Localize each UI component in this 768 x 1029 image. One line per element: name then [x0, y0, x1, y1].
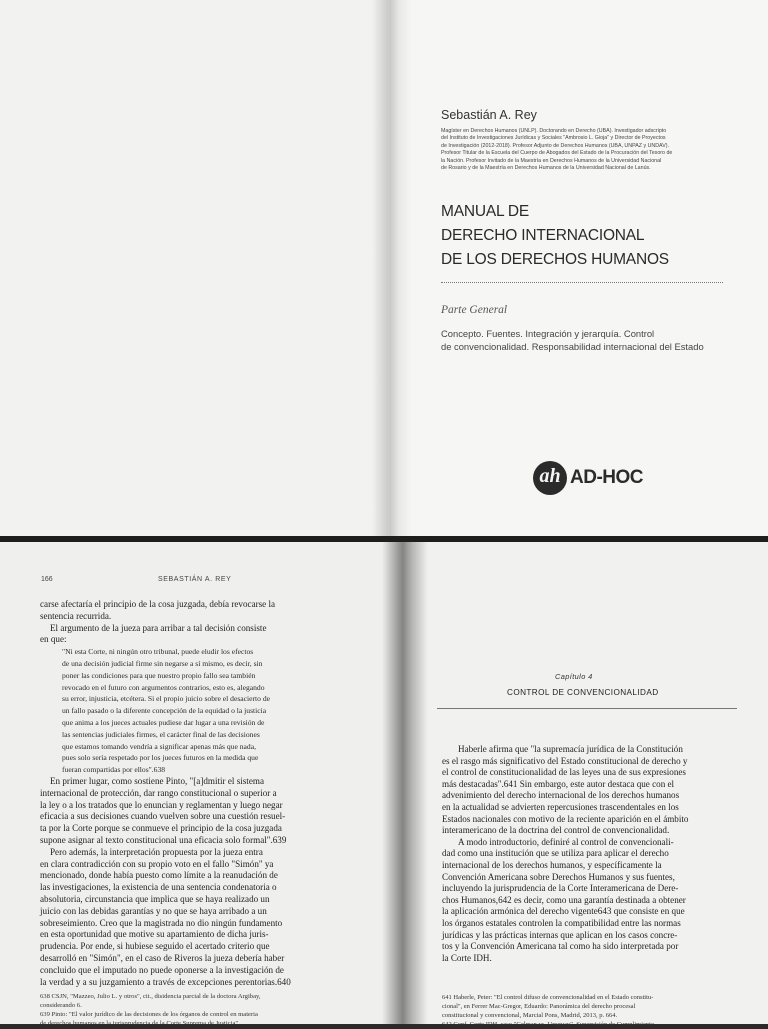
text-line: concluido que el imputado no puede oponerse a la investigación de [40, 964, 284, 975]
text-line: en clara contradicción con su propio voto en el fallo "Simón" ya [40, 858, 274, 869]
text-line: A modo introductorio, definiré al control de convencionali- [458, 836, 674, 847]
footnotes [442, 993, 764, 1029]
text-line: más destacadas".641 Sin embargo, este autor destaca que con el [442, 778, 675, 789]
text-line: la verdad y a su juzgamiento a través de excepciones perentorias.640 [40, 976, 291, 987]
text-line: en la actualidad se advierten repercusiones trascendentales en los [442, 801, 679, 812]
book-topics [441, 327, 741, 353]
text-line: de una decisión judicial firme sin negarse a sí mismo, es decir, sin [62, 658, 263, 668]
text-line: las sentencias judiciales firmes, el carácter final de las decisiones [62, 729, 260, 739]
bio-line: de Rosario y de la Maestría en Derechos Humanos de la Universidad Nacional de Lanús. [441, 165, 651, 172]
text-line: incluyendo la jurisprudencia de la Corte Interamericana de Dere- [442, 883, 679, 894]
publisher-mark-icon: ah [533, 461, 567, 495]
text-line: Estados nacionales con motivo de la reciente aparición en el ámbito [442, 813, 689, 824]
text-line: carse afectaría el principio de la cosa juzgada, debía revocarse la [40, 599, 276, 609]
bio-line: del Instituto de Investigaciones Jurídicas y Sociales "Ambrosio L. Gioja" y Director de Proyectos [441, 135, 666, 142]
publisher-name: AD-HOC [570, 467, 643, 488]
topics-line: de convencionalidad. Responsabilidad internacional del Estado [441, 341, 704, 352]
text-line: es el rasgo más significativo del Estado constitucional de derecho y [442, 755, 688, 766]
footnote-line: 639 Pinto: "El valor jurídico de las decisiones de los órganos de control en materia [40, 1011, 258, 1018]
running-head: SEBASTIÁN A. REY [158, 576, 232, 583]
book-title [441, 200, 741, 272]
text-line: jurídicas y las prácticas internas que aplican en los casos concre- [442, 929, 678, 940]
book-title-line: DERECHO INTERNACIONAL [441, 227, 645, 244]
text-line: mencionado, donde había puesto como límite a la reanudación de [40, 870, 278, 881]
text-line: "Ni esta Corte, ni ningún otro tribunal, puede eludir los efectos [62, 647, 254, 657]
bio-line: la Nación. Profesor Invitado de la Maestría en Derechos Humanos de la Universidad Nacional [441, 157, 662, 164]
text-line: la aplicación armónica del derecho vigente643 que consiste en que [442, 906, 685, 917]
text-line: desarrolló en "Simón", en el caso de Riveros la jueza debería haber [40, 952, 285, 963]
text-line: eficacia a sus decisiones cuando vuelven sobre una cuestión resuel- [40, 811, 286, 822]
book-spine-shadow [382, 540, 428, 1024]
text-line: un fallo pasado o la diferente concepción de la equidad o la justicia [62, 706, 267, 716]
text-line: las investigaciones, la existencia de una sentencia condenatoria o [40, 882, 277, 893]
text-line: sentencia recurrida. [40, 610, 112, 621]
text-line: pues solo sería respetado por los jueces futuros en la medida que [62, 753, 259, 763]
text-line: que estamos tomando vendría a significar apenas más que nada, [62, 741, 256, 751]
text-line: ta por la Corte porque se conmueve el principio de la cosa juzgada [40, 823, 282, 834]
bio-line: de Investigación (2012-2018). Profesor Adjunto de Derechos Humanos (UBA, UNPAZ y UNDAV). [441, 142, 669, 149]
title-page [388, 0, 768, 540]
text-line: El argumento de la jueza para arribar a tal decisión consiste [50, 622, 267, 633]
footnote-line: considerando 6. [40, 1002, 82, 1009]
author-name: Sebastián A. Rey [441, 108, 537, 122]
dotted-divider [441, 282, 723, 283]
chapter-page [405, 540, 768, 1028]
text-line: En primer lugar, como sostiene Pinto, "[a]dmitir el sistema [50, 775, 264, 786]
footnote-line: 638 CSJN, "Mazzeo, Julio L. y otros", cit., disidencia parcial de la doctora Argibay, [40, 993, 261, 1000]
chapter-rule [437, 708, 737, 709]
text-line: Convención Americana sobre Derechos Humanos y sus fuentes, [442, 871, 675, 882]
text-line: juicio con las debidas garantías y no que se haya arribado a un [40, 905, 267, 916]
text-line: tos y la Convención Americana tal como ha sido interpretada por [442, 941, 679, 952]
footnote-line: 641 Haberle, Peter: "El control difuso de convencionalidad en el Estado constitu- [442, 994, 654, 1001]
blank-page [0, 0, 388, 540]
text-line: poner las condiciones para que nuestro propio fallo sea también [62, 670, 256, 680]
footnote-line: de derechos humanos en la jurisprudencia de la Corte Suprema de Justicia", [40, 1020, 240, 1027]
book-title-line: DE LOS DERECHOS HUMANOS [441, 251, 669, 268]
text-line: la ley o a los tratados que lo enuncian y reglamentan y luego negar [40, 799, 283, 810]
page-166 [0, 540, 405, 1027]
bio-line: Profesor Titular de la Escuela del Cuerpo de Abogados del Estado de la Procuración del Tesoro de [441, 150, 673, 157]
topics-line: Concepto. Fuentes. Integración y jerarquía. Control [441, 328, 655, 339]
footnote-line: cional", en Ferrer Mac-Gregor, Eduardo: Panorámica del derecho procesal [442, 1003, 636, 1010]
text-line: advenimiento del derecho internacional de los derechos humanos [442, 790, 680, 801]
body-text [40, 599, 358, 988]
text-line: internacional de los derechos humanos, y específicamente la [442, 859, 662, 870]
book-subtitle: Parte General [441, 304, 508, 316]
text-line: su error, injusticia, etcétera. Si el propio juicio sobre el desacierto de [62, 694, 271, 704]
page-number: 166 [41, 576, 53, 583]
author-bio [441, 128, 733, 172]
text-line: supone asignar al texto constitucional una eficacia solo formal".639 [40, 834, 287, 845]
text-line: chos Humanos,642 es decir, como una garantía destinada a obtener [442, 894, 686, 905]
text-line: revocado en el futuro con argumentos contrarios, esto es, alegando [62, 682, 265, 692]
text-line: Haberle afirma que "la supremacía jurídica de la Constitución [458, 744, 683, 754]
text-line: en que: [40, 634, 67, 645]
publisher-logo [533, 460, 643, 496]
text-line: en esta oportunidad que motive su apartamiento de dicha juris- [40, 929, 269, 940]
text-line: absolutoria, circunstancia que implica que se haya realizado un [40, 893, 270, 904]
book-title-line: MANUAL DE [441, 203, 530, 220]
footnote-line: 642 Conf. Corte IDH, caso "Gelman vs. Uruguay". Supervisión de Cumplimiento [442, 1021, 655, 1028]
footnotes [40, 992, 358, 1028]
chapter-title: CONTROL DE CONVENCIONALIDAD [507, 688, 659, 697]
body-text [442, 744, 764, 964]
text-line: los órganos estatales controlen la compatibilidad entre las normas [442, 917, 681, 928]
text-line: prudencia. Por ende, si hubiese seguido el acertado criterio que [40, 941, 270, 952]
bio-line: Magíster en Derechos Humanos (UNLP). Doctorando en Derecho (UBA). Investigador adscripto [441, 128, 667, 134]
text-line: dad como una institución que se utiliza para aplicar el derecho [442, 848, 669, 859]
text-line: que anima a los jueces actuales pudiese dar lugar a una revisión de [62, 717, 265, 727]
text-line: Pero además, la interpretación propuesta por la jueza entra [50, 846, 263, 857]
text-line: el control de constitucionalidad de las leyes una de sus expresiones [442, 767, 686, 778]
scan-gap [0, 536, 768, 542]
text-line: internacional de protección, dar rango constitucional o superior a [40, 787, 277, 798]
text-line: interamericano de la doctrina del control de convencionalidad. [442, 825, 670, 836]
text-line: la Corte IDH. [442, 952, 492, 963]
text-line: fueran compartidas por ellos".638 [62, 765, 166, 775]
text-line: sobreseimiento. Creo que la magistrada no dio ningún fundamento [40, 917, 283, 928]
chapter-number: Capítulo 4 [555, 672, 593, 681]
footnote-line: constitucional y convencional, Marcial Pons, Madrid, 2013, p. 664. [442, 1012, 618, 1019]
book-spine-shadow [372, 0, 412, 540]
